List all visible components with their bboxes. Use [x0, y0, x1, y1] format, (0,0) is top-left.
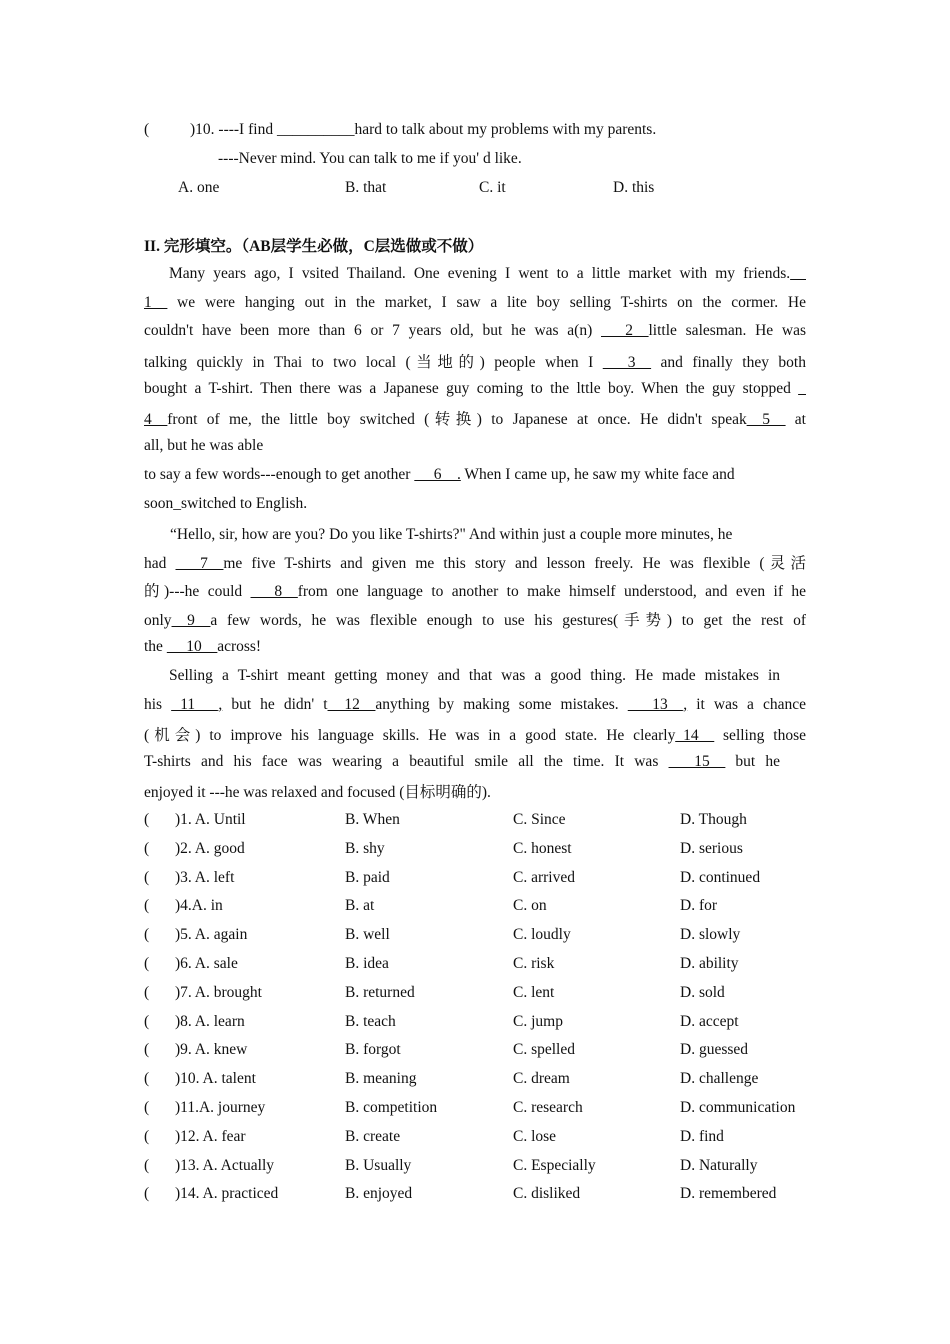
q10-option-c: C. it: [479, 179, 506, 196]
choice-10-option-c: C. dream: [513, 1070, 570, 1087]
choice-5-option-d: D. slowly: [680, 926, 741, 943]
passage-line: talking quickly in Thai to two local (当地的) people when I __3__ and finally they both: [144, 354, 806, 371]
choice-2-option-a: )2. A. good: [175, 840, 245, 857]
choice-9-option-c: C. spelled: [513, 1041, 575, 1058]
choice-11-option-c: C. research: [513, 1099, 583, 1116]
passage-line: his 11___, but he didn' t_ 12__anything by making some mistakes. __13__, it was a chance: [144, 696, 806, 713]
blank-15: __15__: [668, 753, 726, 770]
choice-11-option-b: B. competition: [345, 1099, 438, 1116]
choice-12-option-d: D. find: [680, 1128, 724, 1145]
answer-paren: (: [144, 1013, 150, 1030]
passage-line: T-shirts and his face was wearing a beautiful smile all the time. It was __15__ but he: [144, 753, 780, 770]
section-heading: II. 完形填空。（AB层学生必做，C层选做或不做）: [144, 238, 484, 255]
choice-6-option-d: D. ability: [680, 955, 739, 972]
passage-line: enjoyed it ---he was relaxed and focused (目标明确的).: [144, 784, 491, 801]
choice-5-option-b: B. well: [345, 926, 390, 943]
blank-13: __13__,: [627, 696, 688, 713]
choice-6-option-a: )6. A. sale: [175, 955, 238, 972]
blank-7: __7__: [175, 555, 224, 572]
choice-13-option-a: )13. A. Actually: [175, 1157, 275, 1174]
passage-line: 的)---he could __8__from one language to another to make himself understood, and even if he: [144, 583, 806, 600]
choice-4-option-d: D. for: [680, 897, 718, 914]
blank: _: [790, 265, 806, 282]
answer-paren: (: [144, 869, 150, 886]
choice-9-option-d: D. guessed: [680, 1041, 749, 1058]
passage-line: only__9__a few words, he was flexible enough to use his gestures(手势) to get the rest of: [144, 612, 806, 629]
passage-line: (机会) to improve his language skills. He was in a good state. He clearly_14__ selling those: [144, 727, 806, 744]
choice-2-option-b: B. shy: [345, 840, 385, 857]
blank-9: __9__: [171, 612, 211, 629]
q10-option-d: D. this: [613, 179, 655, 196]
q10-stem: [190, 120, 790, 140]
choice-10-option-a: )10. A. talent: [175, 1070, 256, 1087]
choice-8-option-a: )8. A. learn: [175, 1013, 245, 1030]
blank-4: 4__: [144, 411, 168, 428]
choice-1-option-c: C. Since: [513, 811, 566, 828]
choice-8-option-b: B. teach: [345, 1013, 396, 1030]
choice-13-option-d: D. Naturally: [680, 1157, 758, 1174]
blank-11: 11___,: [171, 696, 223, 713]
choice-11-option-a: )11.A. journey: [175, 1099, 266, 1116]
answer-paren: (: [144, 1157, 150, 1174]
choice-6-option-b: B. idea: [345, 955, 389, 972]
choice-3-option-c: C. arrived: [513, 869, 575, 886]
blank-12: _ 12__: [327, 696, 376, 713]
q10-option-a: A. one: [178, 179, 220, 196]
choice-5-option-a: )5. A. again: [175, 926, 248, 943]
q10-stem-start: )10. ----I find: [190, 121, 277, 138]
choice-3-option-d: D. continued: [680, 869, 761, 886]
passage-line: all, but he was able: [144, 437, 264, 454]
blank-5: __5__: [746, 411, 786, 428]
q10-stem-end: hard to talk about my problems with my parents.: [354, 121, 657, 138]
choice-4-option-c: C. on: [513, 897, 547, 914]
choice-1-option-a: )1. A. Until: [175, 811, 246, 828]
answer-paren: (: [144, 1185, 150, 1202]
choice-2-option-c: C. honest: [513, 840, 572, 857]
choice-10-option-d: D. challenge: [680, 1070, 759, 1087]
passage-line: bought a T-shirt. Then there was a Japanese guy coming to the lttle boy. When the guy stopped _: [144, 380, 806, 397]
answer-paren: (: [144, 840, 150, 857]
blank: _: [798, 380, 806, 397]
answer-paren: (: [144, 811, 150, 828]
choice-14-option-a: )14. A. practiced: [175, 1185, 279, 1202]
choice-11-option-d: D. communication: [680, 1099, 796, 1116]
choice-8-option-c: C. jump: [513, 1013, 563, 1030]
choice-7-option-a: )7. A. brought: [175, 984, 262, 1001]
choice-7-option-b: B. returned: [345, 984, 415, 1001]
blank-10: __10__: [166, 638, 218, 655]
blank-14: _14__: [675, 727, 715, 744]
passage-line: Many years ago, I vsited Thailand. One evening I went to a little market with my friends. _: [169, 265, 806, 282]
choice-13-option-b: B. Usually: [345, 1157, 412, 1174]
answer-paren: (: [144, 1099, 150, 1116]
choice-13-option-c: C. Especially: [513, 1157, 596, 1174]
passage-line: had __7__me five T-shirts and given me this story and lesson freely. He was flexible (灵活: [144, 555, 806, 572]
choice-9-option-a: )9. A. knew: [175, 1041, 248, 1058]
blank-8: __8__: [250, 583, 298, 600]
passage-line: the __10__across!: [144, 638, 262, 655]
choice-4-option-b: B. at: [345, 897, 375, 914]
choice-12-option-a: )12. A. fear: [175, 1128, 246, 1145]
passage-line: “Hello, sir, how are you? Do you like T-shirts?" And within just a couple more minutes, he: [170, 526, 733, 543]
q10-blank: __________: [276, 121, 355, 138]
choice-5-option-c: C. loudly: [513, 926, 571, 943]
q10-option-b: B. that: [345, 179, 387, 196]
passage-line: to say a few words---enough to get another __6__. When I came up, he saw my white face and: [144, 466, 735, 483]
answer-paren: (: [144, 1070, 150, 1087]
answer-paren: (: [144, 926, 150, 943]
answer-paren: (: [144, 1128, 150, 1145]
choice-6-option-c: C. risk: [513, 955, 555, 972]
q10-reply: ----Never mind. You can talk to me if you' d like.: [218, 150, 522, 167]
choice-10-option-b: B. meaning: [345, 1070, 417, 1087]
blank-3: __3__: [602, 354, 651, 371]
choice-7-option-c: C. lent: [513, 984, 555, 1001]
passage-line: 1__ we were hanging out in the market, I saw a lite boy selling T-shirts on the cormer. He: [144, 294, 806, 311]
passage-line: 4__front of me, the little boy switched (转换) to Japanese at once. He didn't speak__5__ at: [144, 411, 806, 428]
blank-6: __6__.: [414, 466, 461, 483]
choice-3-option-a: )3. A. left: [175, 869, 235, 886]
answer-paren: (: [144, 121, 150, 138]
answer-paren: (: [144, 1041, 150, 1058]
answer-paren: (: [144, 955, 150, 972]
choice-14-option-d: D. remembered: [680, 1185, 777, 1202]
passage-line: couldn't have been more than 6 or 7 years old, but he was a(n) __2__little salesman. He was: [144, 322, 806, 339]
choice-14-option-b: B. enjoyed: [345, 1185, 413, 1202]
answer-paren: (: [144, 984, 150, 1001]
choice-12-option-b: B. create: [345, 1128, 401, 1145]
answer-paren: (: [144, 897, 150, 914]
choice-2-option-d: D. serious: [680, 840, 743, 857]
choice-7-option-d: D. sold: [680, 984, 725, 1001]
choice-8-option-d: D. accept: [680, 1013, 739, 1030]
blank-1: 1__: [144, 294, 168, 311]
choice-9-option-b: B. forgot: [345, 1041, 401, 1058]
blank-2: __2__: [601, 322, 649, 339]
choice-1-option-d: D. Though: [680, 811, 747, 828]
choice-12-option-c: C. lose: [513, 1128, 557, 1145]
passage-line: Selling a T-shirt meant getting money and that was a good thing. He made mistakes in: [169, 667, 780, 684]
choice-1-option-b: B. When: [345, 811, 400, 828]
choice-14-option-c: C. disliked: [513, 1185, 581, 1202]
choice-4-option-a: )4.A. in: [175, 897, 223, 914]
choice-3-option-b: B. paid: [345, 869, 390, 886]
passage-line: soon_switched to English.: [144, 495, 308, 512]
